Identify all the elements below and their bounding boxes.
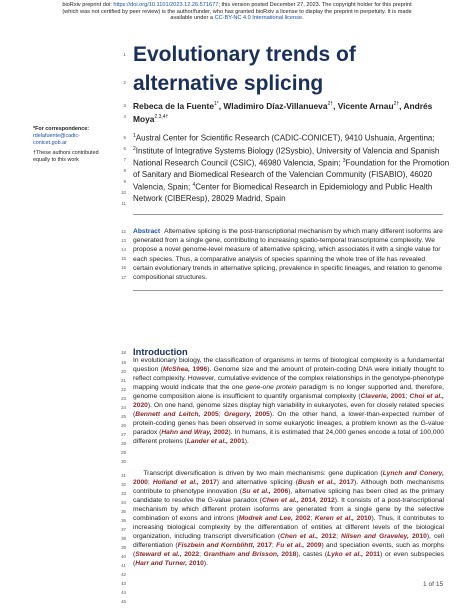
line-number: 42 [121, 572, 126, 577]
line-number: 8 [123, 168, 126, 173]
abstract-text: Alternative splicing is the post-transcriptional mechanism by which many different isoforms are generated from a single gene, contributing to increasing spatio-temporal transcriptome complexity. We propose a novel genome-level measure of alternative splicing, which associates it with a single value for each species. Thus, a comparative analysis of species spanning the whole tree of life has revealed certain evolutionary trends in alternative splicing, prevalence in specific lineages, and relation to genome compositional structures. [133, 228, 443, 282]
line-number: 22 [121, 387, 126, 392]
line-number: 44 [121, 590, 126, 595]
section-divider [133, 214, 443, 215]
line-number: 14 [121, 247, 126, 252]
line-number: 30 [121, 459, 126, 464]
affiliation-4: Center for Biomedical Research in Epidemiology and Public Health Network (CIBEResp), 28029 Madrid, Spain [133, 182, 433, 203]
author-list: Rebeca de la Fuente$^{1*}$, Wladimiro Díaz-Villanueva$^{2\dagger}$, Vicente Arnau$^{2\dagger}$, Andrés Moya$^{2,3,4\dagger}$ [133, 100, 433, 125]
line-number: 38 [121, 536, 126, 541]
banner-line-3: available under a [170, 15, 213, 22]
license-link[interactable]: CC-BY-NC 4.0 International license [214, 15, 303, 22]
abstract [133, 227, 443, 282]
line-number: 28 [121, 441, 126, 446]
banner-line-2: (which was not certified by peer review) is the author/funder, who has granted bioRxiv a license to display the preprint in perpetuity. It is made [62, 8, 412, 15]
line-number: 12 [121, 229, 126, 234]
line-number: 39 [121, 545, 126, 550]
line-number: 43 [121, 581, 126, 586]
line-number: 24 [121, 405, 126, 410]
line-number: 26 [121, 423, 126, 428]
correspondence-note [33, 126, 109, 148]
abstract-heading: Abstract [133, 228, 161, 235]
affiliation-3: Foundation for the Promotion of Sanitary and Biomedical Research of the Valencian Community (FISABIO), 46020 Valencia, Spain; [133, 158, 450, 192]
line-number: 16 [121, 265, 126, 270]
line-number: 10 [121, 190, 126, 195]
banner-text-rest: ; this version posted December 27, 2023. The copyright holder for this preprint [218, 2, 412, 8]
line-number: 34 [121, 500, 126, 505]
line-number: 36 [121, 518, 126, 523]
line-number: 32 [121, 482, 126, 487]
line-number: 27 [121, 432, 126, 437]
author-name: Vicente Arnau [337, 100, 394, 111]
line-number: 45 [121, 599, 126, 604]
affiliation-1: Austral Center for Scientific Research (CADIC-CONICET), 9410 Ushuaia, Argentina; [135, 133, 435, 143]
paper-title: Evolutionary trends of alternative splicing [133, 43, 356, 95]
line-number: 4 [123, 114, 126, 119]
line-number: 23 [121, 396, 126, 401]
line-number: 13 [121, 238, 126, 243]
banner-text: bioRxiv preprint doi: [62, 2, 114, 8]
line-number: 17 [121, 275, 126, 280]
author-name: Andrés Moya [133, 100, 433, 125]
line-number: 3 [123, 103, 126, 108]
author-affil-mark: 2† [327, 101, 334, 107]
line-number: 18 [121, 350, 126, 355]
equal-contribution-note: †These authors contributed equally to this work [33, 150, 99, 164]
line-number: 5 [123, 135, 126, 140]
line-number: 29 [121, 450, 126, 455]
line-number: 11 [121, 201, 126, 206]
section-divider [133, 290, 443, 291]
intro-paragraph-2: Transcript diversification is driven by two main mechanisms: gene duplication (Lynch and Conery, 2000; Holland et al., 2017) and alternative splicing (Bush et al., 2017). Although both mechanisms contribute to phenotype innovation (Su et al., 2006), alternative splicing has been cited as the primary candidate to resolve the G-value paradox (Chen et al., 2014, 2012). It consists of a post-transcriptional mechanism by which different protein isoforms are generated from a single gene by the selective combination of exons and introns (Modrek and Lee, 2002; Keren et al., 2010). Thus, it contributes to increasing biological complexity by the differentiation of entities at different levels of the biological organization, including transcript diversification (Chen et al., 2012; Nilsen and Graveley, 2010), cell differentiation (Fiszbein and Kornblihtt, 2017; Fu et al., 2009) and speciation events, such as morphs (Steward et al., 2022; Grantham and Brisson, 2018), castes (Lyko et al., 2011) or even subspecies (Harr and Turner, 2010). [133, 470, 445, 568]
doi-link[interactable]: https://doi.org/10.1101/2023.12.26.571677 [113, 2, 219, 8]
affiliations: $^1$Austral Center for Scientific Research (CADIC-CONICET), 9410 Ushuaia, Argentina; $^2$Institute of Integrative Systems Biology (I2Sysbio), University of Valencia and Spanish National Research Council (CSIC), 46980 Valencia, Spain; $^3$Foundation for the Promotion of Sanitary and Biomedical Research of the Valencian Community (FISABIO), 46020 Valencia, Spain; $^4$Center for Biomedical Research in Epidemiology and Public Health Network (CIBEResp), 28029 Madrid, Spain [133, 133, 450, 203]
author-affil-mark: 2,3,4† [154, 114, 169, 121]
page-number: 1 of 15 [423, 581, 444, 588]
line-number: 35 [121, 509, 126, 514]
line-number: 20 [121, 369, 126, 374]
line-number: 6 [123, 146, 126, 151]
banner-line-3-end: . [302, 15, 304, 22]
line-number: 19 [121, 360, 126, 365]
preprint-banner [0, 2, 474, 22]
line-number: 2 [123, 80, 126, 85]
line-number: 15 [121, 256, 126, 261]
line-number: 40 [121, 554, 126, 559]
correspondence-heading: *For correspondence: [33, 126, 90, 132]
affiliation-2: Institute of Integrative Systems Biology (I2Sysbio), University of Valencia and Spanish National Research Council (CSIC), 46980 Valencia, Spain; [133, 146, 440, 168]
line-number: 41 [121, 563, 126, 568]
line-number: 31 [121, 473, 126, 478]
author-name: Wladimiro Díaz-Villanueva [223, 100, 328, 111]
author-name: Rebeca de la Fuente [133, 100, 214, 111]
intro-paragraph-1: In evolutionary biology, the classification of organisms in terms of biological complexity is a fundamental question (McShea, 1996). Genome size and the amount of protein-coding DNA were initially thought to reflect complexity. However, cumulative evidence of the complex relationships in the genotype-phenotype mapping would indicate that the one gene-one protein paradigm is no longer supported and, therefore, genome composition alone is insufficient to quantify organismal complexity (Claverie, 2001; Choi et al., 2020). On one hand, genome sizes display high variability in eukaryotes, even for closely related species (Bennett and Leitch, 2005; Gregory, 2005). On the other hand, a lower-than-expected number of protein-coding genes has been observed in some eukaryotic lineages, a problem known as the G-value paradox (Hahn and Wray, 2002). In humans, it is estimated that 24,000 genes encode a total of 100,000 different proteins (Lander et al., 2001). [133, 357, 445, 446]
introduction-heading: Introduction [133, 346, 188, 357]
author-affil-mark: 1* [214, 101, 219, 107]
line-number: 9 [123, 179, 126, 184]
line-number: 37 [121, 527, 126, 532]
line-number: 7 [123, 157, 126, 162]
line-number: 1 [123, 52, 126, 57]
line-number: 25 [121, 414, 126, 419]
line-number: 21 [121, 378, 126, 383]
line-number: 33 [121, 491, 126, 496]
correspondence-email[interactable]: rdelafuente@cadic-conicet.gob.ar [33, 133, 80, 147]
author-affil-mark: 2† [393, 101, 400, 107]
